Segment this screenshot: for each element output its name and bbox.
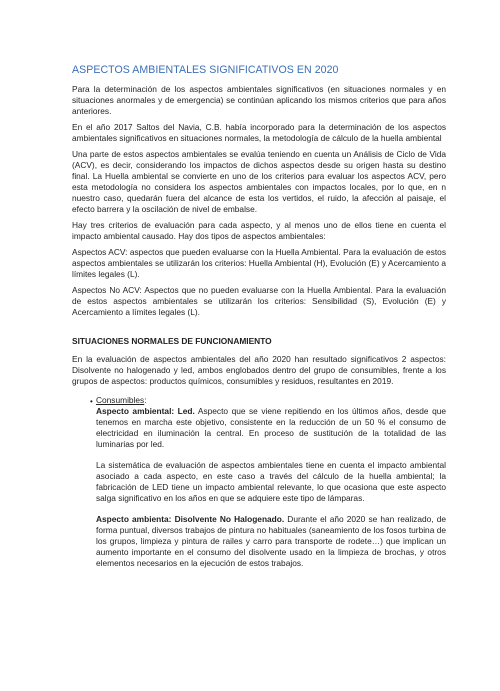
bullet-title-text: Consumibles (96, 395, 145, 405)
led-aspect-label: Aspecto ambiental: Led. (96, 406, 195, 416)
bullet-title (96, 395, 446, 406)
intro-paragraph-6: Aspectos No ACV: Aspectos que no pueden evaluarse con la Huella Ambiental. Para la evaluación de estos aspectos ambientales se utilizarán los criterios: Sensibilidad (S), Evolución (E) y Acercamiento a límites legales (L). (72, 285, 446, 317)
bullet-title-suffix: : (144, 395, 147, 405)
bullet-marker: • (90, 397, 93, 406)
intro-paragraph-2: En el año 2017 Saltos del Navia, C.B. había incorporado para la determinación de los aspectos ambientales significativos en situaciones normales, la metodología de cálculo de la huella ambiental (72, 122, 446, 143)
intro-paragraph-1: Para la determinación de los aspectos ambientales significativos (en situaciones normales y en situaciones anormales y de emergencia) se continúan aplicando los mismos criterios que para años anteriores. (72, 84, 446, 116)
intro-paragraph-3: Una parte de estos aspectos ambientales se evalúa teniendo en cuenta un Análisis de Ciclo de Vida (ACV), es decir, considerando los impactos de dichos aspectos desde su origen hasta su destino final. La Huella ambiental se convierte en uno de los criterios para evaluar los aspectos ACV, pero esta metodología no considera los aspectos ambientales con impactos locales, por lo que, en n nuestro caso, quedarán fuera del alcance de esta los vertidos, el ruido, la afección al paisaje, el efecto barrera y la oscilación de nivel de embalse. (72, 149, 446, 214)
intro-paragraph-5: Aspectos ACV: aspectos que pueden evaluarse con la Huella Ambiental. Para la evaluación de estos aspectos ambientales se utilizarán los criterios: Huella Ambiental (H), Evolución (E) y Acercamiento a límites legales (L). (72, 247, 446, 279)
page-title: ASPECTOS AMBIENTALES SIGNIFICATIVOS EN 2020 (72, 64, 339, 76)
section-heading: SITUACIONES NORMALES DE FUNCIONAMIENTO (72, 336, 272, 346)
solvent-aspect-paragraph (96, 514, 446, 569)
led-aspect-text: Aspecto que se viene repitiendo en los últimos años, desde que tenemos en marcha este objetivo, consistente en la reducción de un 50 % el consumo de electricidad en iluminación la central. En proceso de sustitución de la totalidad de las luminarias por led. (96, 406, 446, 449)
led-followup-paragraph: La sistemática de evaluación de aspectos ambientales tiene en cuenta el impacto ambiental asociado a cada aspecto, en este caso a través del cálculo de la huella ambiental; la fabricación de LED tiene un impacto ambiental relevante, lo que ocasiona que este aspecto salga significativo en los años en que se adquiere este tipo de lámparas. (96, 460, 446, 503)
intro-paragraph-4: Hay tres criterios de evaluación para cada aspecto, y al menos uno de ellos tiene en cuenta el impacto ambiental causado. Hay dos tipos de aspectos ambientales: (72, 220, 446, 241)
led-aspect-paragraph (96, 406, 446, 450)
solvent-aspect-label: Aspecto ambienta: Disolvente No Halogenado. (96, 514, 285, 524)
bullet-list-item (72, 395, 446, 569)
section-paragraph: En la evaluación de aspectos ambientales del año 2020 han resultado significativos 2 aspectos: Disolvente no halogenado y led, ambos englobados dentro del grupo de consumibles, frente a los grupos de aspectos: productos químicos, consumibles y residuos, resultantes en 2019. (72, 354, 446, 386)
solvent-aspect-text: Durante el año 2020 se han realizado, de forma puntual, diversos trabajos de pintura no habituales (saneamiento de los fosos turbina de los grupos, limpieza y pintura de railes y carro para transporte de rodete…) que implican un aumento importante en el consumo del disolvente usado en la limpieza de brochas, y otros elementos necesarios en la ejecución de estos trabajos. (96, 514, 446, 568)
